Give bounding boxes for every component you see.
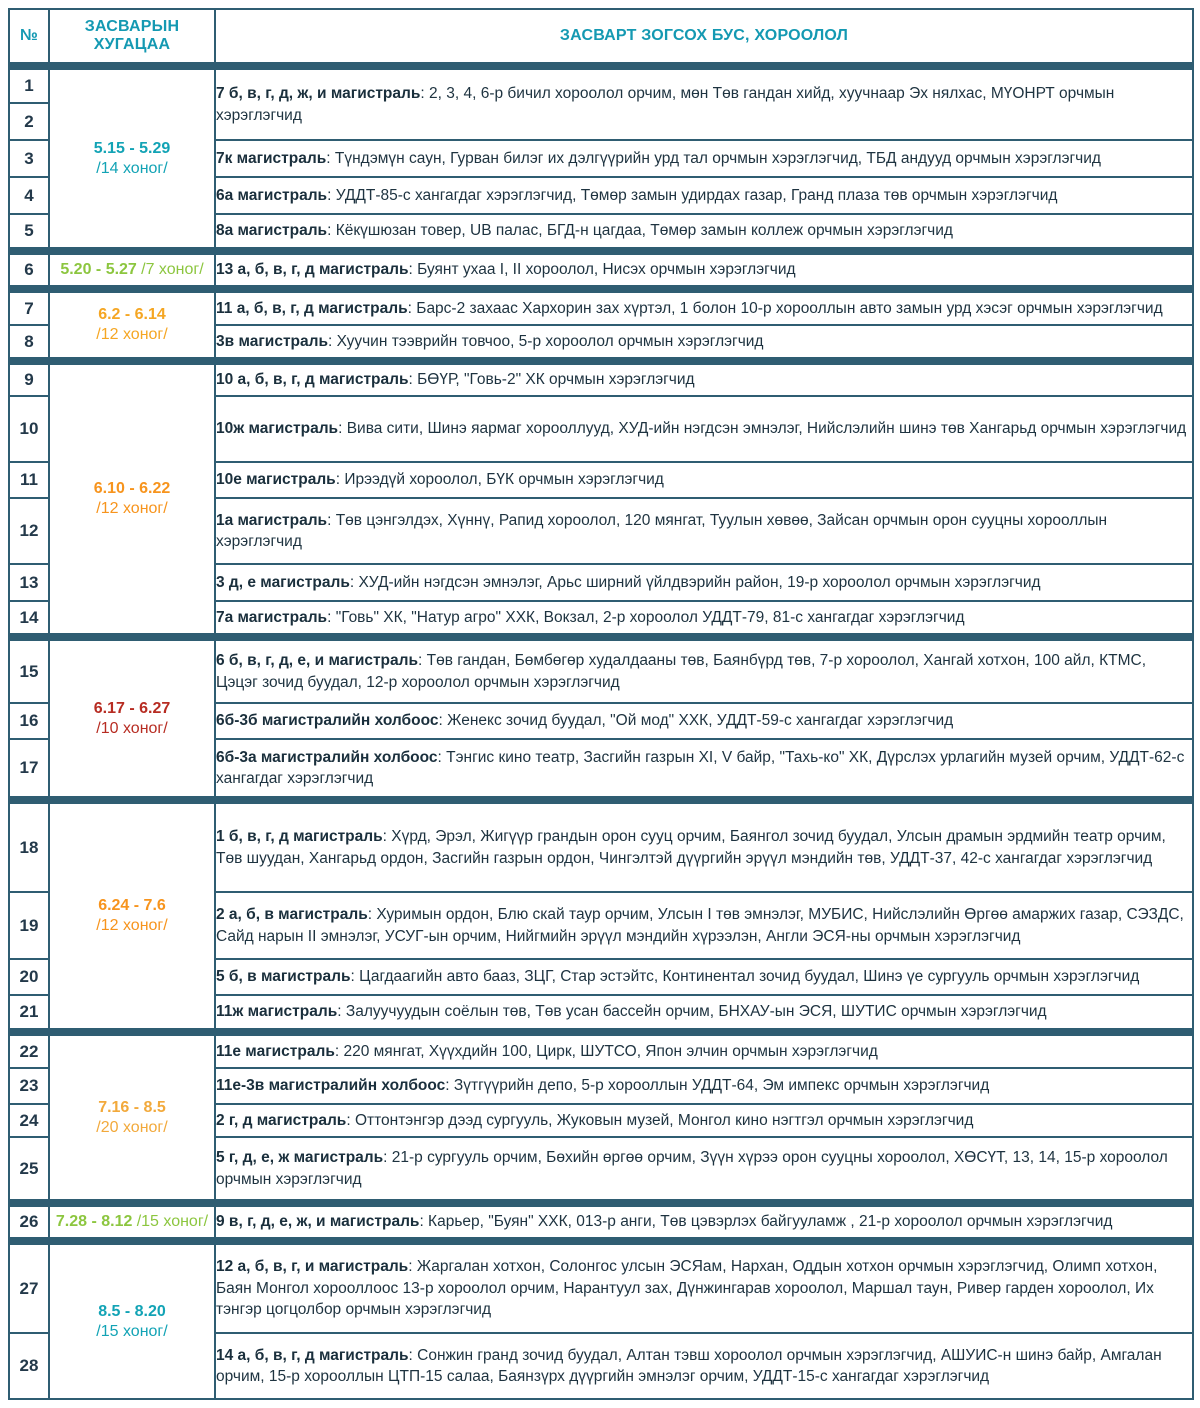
period-dates: 6.10 - 6.22: [93, 480, 171, 497]
row-number: 4: [9, 177, 49, 214]
route-description: [215, 995, 1193, 1032]
schedule-page: [8, 8, 1192, 1400]
route-description: [215, 251, 1193, 289]
route-areas: : Жаргалан хотхон, Солонгос улсын ЭСЯам, Нархан, Оддын хотхон орчмын хэрэглэгчид, Олимп хотхон, Баян Монгол хорооллоос 13-р хороолол орчим, Нарантуул зах, Дүнжингарав хороолол, Маршал таун, Ривер гарден хороолол, Их тэнгэр цогцолбор орчмын хэрэглэгчид: [216, 1258, 1158, 1319]
route-areas: : УДДТ-85-с хангагдаг хэрэглэгчид, Төмөр замын удирдах газар, Гранд плаза төв орчмын хэрэглэгчид: [327, 186, 1058, 204]
route-name: 10е магистраль: [216, 471, 336, 489]
period-dates: 6.2 - 6.14: [98, 306, 166, 323]
route-name: 7а магистраль: [216, 608, 328, 626]
route-name: 6б-3б магистралийн холбоос: [216, 712, 439, 730]
route-name: 10ж магистраль: [216, 420, 339, 438]
row-number: 14: [9, 601, 49, 637]
route-areas: : Түндэмүн саун, Гурван билэг их дэлгүүрийн урд тал орчмын хэрэглэгчид, ТБД андууд орчмын хэрэглэгчид: [326, 149, 1101, 167]
route-description: [215, 564, 1193, 601]
route-description: [215, 1241, 1193, 1333]
row-number: 16: [9, 703, 49, 739]
period-cell: [49, 1241, 215, 1399]
period-dates: 7.28 - 8.12: [55, 1213, 133, 1230]
period-cell: [49, 289, 215, 361]
row-number: 6: [9, 251, 49, 289]
row-number: 22: [9, 1032, 49, 1068]
period-duration: /12 хоног/: [96, 326, 168, 343]
route-name: 10 а, б, в, г, д магистраль: [216, 371, 409, 389]
route-description: [215, 703, 1193, 739]
route-name: 3в магистраль: [216, 332, 328, 350]
row-number: 23: [9, 1068, 49, 1104]
route-name: 1а магистраль: [216, 511, 328, 529]
route-name: 11е магистраль: [216, 1042, 335, 1060]
period-cell: [49, 361, 215, 637]
period-cell: [49, 800, 215, 1032]
route-name: 5 г, д, е, ж магистраль: [216, 1149, 384, 1167]
route-name: 13 а, б, в, г, д магистраль: [216, 261, 409, 279]
row-number: 26: [9, 1203, 49, 1241]
route-areas: : Зүтгүүрийн депо, 5-р хорооллын УДДТ-64, Эм импекс орчмын хэрэглэгчид: [445, 1077, 990, 1095]
table-row: [9, 289, 1193, 325]
row-number: 12: [9, 498, 49, 564]
row-number: 13: [9, 564, 49, 601]
route-description: [215, 1032, 1193, 1068]
route-description: [215, 1203, 1193, 1241]
period-dates: 5.20 - 5.27: [60, 261, 137, 278]
route-areas: : Ирээдүй хороолол, БҮК орчмын хэрэглэгчид: [335, 471, 664, 489]
period-dates: 6.24 - 7.6: [98, 897, 166, 914]
period-cell: [49, 1032, 215, 1203]
row-number: 10: [9, 396, 49, 462]
route-areas: : Залуучуудын соёлын төв, Төв усан бассейн орчим, БНХАУ-ын ЭСЯ, ШУТИС орчмын хэрэглэгчид: [337, 1003, 1047, 1021]
column-header-number: №: [9, 9, 49, 66]
period-cell: [49, 1203, 215, 1241]
row-number: 15: [9, 637, 49, 703]
route-name: 5 б, в магистраль: [216, 968, 351, 986]
route-name: 2 г, д магистраль: [216, 1111, 347, 1129]
period-duration: /15 хоног/: [96, 1322, 168, 1340]
route-description: [215, 396, 1193, 462]
route-areas: : "Говь" ХК, "Натур агро" ХХК, Вокзал, 2-р хороолол УДДТ-79, 81-с хангагдаг хэрэглэгчид: [327, 608, 965, 626]
route-name: 6б-3а магистралийн холбоос: [216, 748, 438, 766]
row-number: 3: [9, 140, 49, 177]
route-areas: : Хуучин тээврийн товчоо, 5-р хороолол орчмын хэрэглэгчид: [328, 332, 764, 350]
route-description: [215, 800, 1193, 892]
route-areas: : Цагдаагийн авто бааз, ЗЦГ, Стар эстэйтс, Континентал зочид буудал, Шинэ үе сургууль орчмын хэрэглэгчид: [350, 968, 1140, 986]
table-row: [9, 361, 1193, 396]
table-row: [9, 251, 1193, 289]
table-row: [9, 800, 1193, 892]
route-areas: : БӨҮР, "Говь-2" ХК орчмын хэрэглэгчид: [408, 371, 695, 389]
route-areas: : Вива сити, Шинэ яармаг хорооллууд, ХУД-ийн нэгдсэн эмнэлэг, Нийслэлийн шинэ төв Хангарьд орчмын хэрэглэгчид: [338, 420, 1187, 438]
route-name: 7к магистраль: [216, 149, 327, 167]
route-areas: : Хуримын ордон, Блю скай таур орчим, Улсын I төв эмнэлэг, МУБИС, Нийслэлийн Өргөө амаржих газар, СЭЗДС, Сайд нарын II эмнэлэг, УСУГ-ын орчим, Нийгмийн эрүүл мэндийн хүрээлэн, Англи ЭСЯ-ны орчмын хэрэглэгчид: [216, 906, 1184, 945]
route-areas: : Хүрд, Эрэл, Жигүүр грандын орон сууц орчим, Баянгол зочид буудал, Улсын драмын эрдмийн театр орчим, Төв шуудан, Хангарьд ордон, Засгийн газрын ордон, Чингэлтэй дүүргийн эрүүл мэндийн төв, УДДТ-37, 42-с хангагдаг хэрэглэгчид: [216, 828, 1166, 867]
column-header-period: ЗАСВАРЫН ХУГАЦАА: [49, 9, 215, 66]
route-description: [215, 1068, 1193, 1104]
row-number: 7: [9, 289, 49, 325]
route-description: [215, 325, 1193, 361]
route-name: 3 д, е магистраль: [216, 573, 350, 591]
route-areas: : Буянт ухаа I, II хороолол, Нисэх орчмын хэрэглэгчид: [408, 261, 796, 279]
period-dates: 5.15 - 5.29: [93, 139, 171, 157]
table-row: [9, 66, 1193, 103]
row-number: 19: [9, 892, 49, 959]
route-name: 9 в, г, д, е, ж, и магистраль: [216, 1213, 420, 1231]
route-description: [215, 892, 1193, 959]
row-number: 18: [9, 800, 49, 892]
row-number: 28: [9, 1333, 49, 1399]
route-areas: : Женекс зочид буудал, "Ой мод" ХХК, УДДТ-59-с хангагдаг хэрэглэгчид: [438, 712, 954, 730]
row-number: 11: [9, 462, 49, 498]
route-description: [215, 1137, 1193, 1203]
route-areas: : Оттонтэнгэр дээд сургууль, Жуковын музей, Монгол кино нэгтгэл орчмын хэрэглэгчид: [346, 1111, 974, 1129]
row-number: 2: [9, 103, 49, 140]
route-name: 11е-3в магистралийн холбоос: [216, 1077, 446, 1095]
repair-schedule-table: [8, 8, 1194, 1400]
route-description: [215, 361, 1193, 396]
route-description: [215, 66, 1193, 140]
table-row: [9, 1032, 1193, 1068]
column-header-routes: ЗАСВАРТ ЗОГСОХ БУС, ХОРООЛОЛ: [215, 9, 1193, 66]
header-row: [9, 9, 1193, 66]
row-number: 8: [9, 325, 49, 361]
route-name: 8а магистраль: [216, 222, 328, 240]
route-name: 11 а, б, в, г, д магистраль: [216, 299, 408, 317]
route-description: [215, 1333, 1193, 1399]
route-areas: : Тэнгис кино театр, Засгийн газрын XI, V байр, "Тахь-ко" ХК, Дүрслэх урлагийн музей орчим, УДДТ-62-с хангагдаг хэрэглэгчид: [216, 748, 1185, 787]
route-name: 1 б, в, г, д магистраль: [216, 828, 383, 846]
route-description: [215, 1104, 1193, 1137]
route-description: [215, 140, 1193, 177]
period-dates: 8.5 - 8.20: [98, 1302, 166, 1320]
row-number: 24: [9, 1104, 49, 1137]
route-areas: : Төв гандан, Бөмбөгөр худалдааны төв, Баянбүрд төв, 7-р хороолол, Хангай хотхон, 100 айл, КТМС, Цэцэг зочид буудал, 12-р хороолол орчмын хэрэглэгчид: [216, 652, 1147, 691]
table-row: [9, 1203, 1193, 1241]
period-cell: [49, 637, 215, 800]
row-number: 9: [9, 361, 49, 396]
period-duration: /15 хоног/: [136, 1213, 209, 1230]
route-description: [215, 637, 1193, 703]
route-description: [215, 959, 1193, 995]
period-dates: 6.17 - 6.27: [93, 699, 171, 717]
route-description: [215, 214, 1193, 251]
row-number: 5: [9, 214, 49, 251]
route-name: 6 б, в, г, д, е, и магистраль: [216, 652, 419, 670]
route-areas: : Сонжин гранд зочид буудал, Алтан тэвш хороолол орчмын хэрэглэгчид, АШУИС-н шинэ байр, Амгалан орчим, 15-р хорооллын ЦТП-15 салаа, Баянзүрх дүүргийн эмнэлэг орчим, УДДТ-15-с хангагдаг хэрэглэгчид: [216, 1346, 1162, 1385]
period-duration: /7 хоног/: [141, 261, 204, 278]
row-number: 21: [9, 995, 49, 1032]
route-description: [215, 498, 1193, 564]
route-areas: : Карьер, "Буян" ХХК, 013-р анги, Төв цэвэрлэх байгууламж , 21-р хороолол орчмын хэрэглэгчид: [419, 1213, 1113, 1231]
period-cell: [49, 66, 215, 251]
route-description: [215, 739, 1193, 800]
route-name: 2 а, б, в магистраль: [216, 906, 368, 924]
period-dates: 7.16 - 8.5: [98, 1098, 166, 1116]
route-name: 7 б, в, г, д, ж, и магистраль: [216, 85, 421, 103]
route-name: 6а магистраль: [216, 186, 328, 204]
route-areas: : 21-р сургууль орчим, Бөхийн өргөө орчим, Зүүн хүрээ орон сууцны хороолол, ХӨСҮТ, 13, 14, 15-р хороолол орчмын хэрэглэгчид: [216, 1149, 1168, 1188]
route-description: [215, 601, 1193, 637]
route-description: [215, 462, 1193, 498]
period-duration: /12 хоног/: [96, 500, 168, 517]
route-name: 11ж магистраль: [216, 1003, 338, 1021]
route-areas: : Барс-2 захаас Хархорин зах хүртэл, 1 болон 10-р хорооллын авто замын урд хэсэг орчмын хэрэглэгчид: [407, 299, 1163, 317]
period-duration: /10 хоног/: [96, 719, 168, 737]
row-number: 27: [9, 1241, 49, 1333]
period-duration: /20 хоног/: [96, 1118, 168, 1136]
route-areas: : Төв цэнгэлдэх, Хүннү, Рапид хороолол, 120 мянгат, Туулын хөвөө, Зайсан орчмын орон сууцны хорооллын хэрэглэгчид: [216, 511, 1108, 550]
period-cell: [49, 251, 215, 289]
table-row: [9, 1241, 1193, 1333]
row-number: 17: [9, 739, 49, 800]
route-areas: : Кёкүшюзан товер, UB палас, БГД-н цагдаа, Төмөр замын коллеж орчмын хэрэглэгчид: [327, 222, 953, 240]
row-number: 25: [9, 1137, 49, 1203]
route-areas: : 2, 3, 4, 6-р бичил хороолол орчим, мөн Төв гандан хийд, хуучнаар Эх нялхас, МҮОНРТ орчмын хэрэглэгчид: [216, 85, 1115, 124]
row-number: 20: [9, 959, 49, 995]
row-number: 1: [9, 66, 49, 103]
period-duration: /12 хоног/: [96, 917, 168, 934]
table-row: [9, 637, 1193, 703]
route-areas: : 220 мянгат, Хүүхдийн 100, Цирк, ШУТСО, Япон элчин орчмын хэрэглэгчид: [334, 1042, 878, 1060]
route-name: 14 а, б, в, г, д магистраль: [216, 1346, 409, 1364]
route-name: 12 а, б, в, г, и магистраль: [216, 1258, 409, 1276]
route-areas: : ХУД-ийн нэгдсэн эмнэлэг, Арьс ширний үйлдвэрийн район, 19-р хороолол орчмын хэрэглэгчид: [349, 573, 1041, 591]
route-description: [215, 177, 1193, 214]
route-description: [215, 289, 1193, 325]
period-duration: /14 хоног/: [96, 159, 168, 177]
